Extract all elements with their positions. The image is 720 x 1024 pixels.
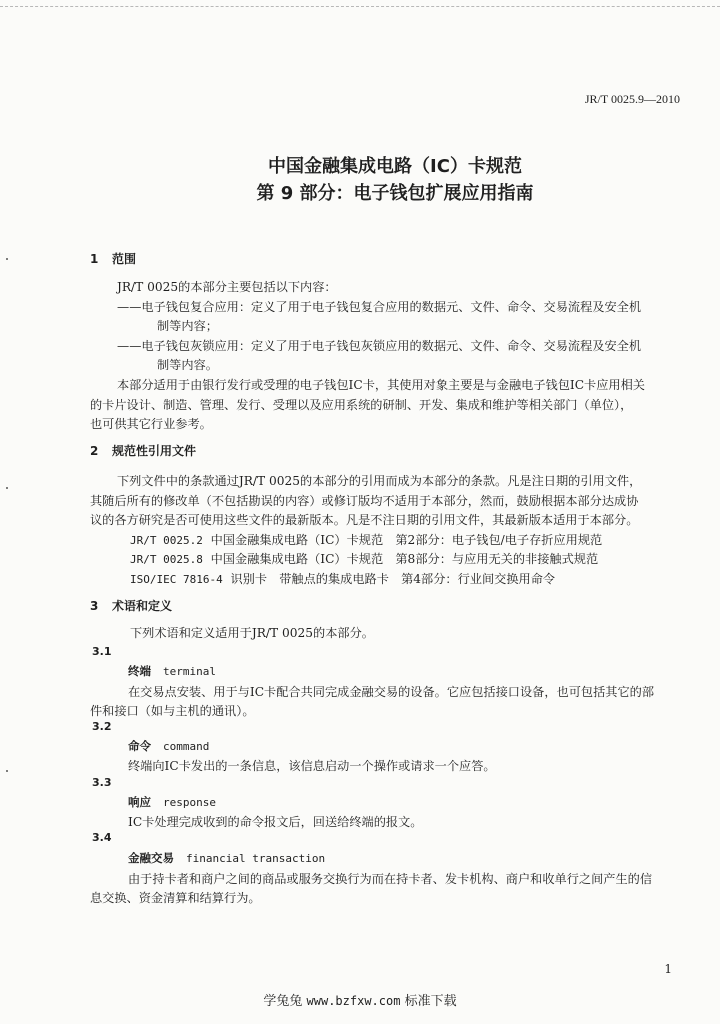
- paragraph-line: 下列术语和定义适用于JR/T 0025的本部分。: [130, 626, 374, 640]
- paragraph-line: JR/T 0025的本部分主要包括以下内容：: [117, 280, 337, 294]
- section-heading-scope: [90, 250, 136, 267]
- reference-item: [130, 531, 602, 548]
- term-definition-line: 在交易点安装、用于与IC卡配合共同完成金融交易的设备。它应包括接口设备，也可包括其它的部: [128, 685, 655, 699]
- section-title: 规范性引用文件: [112, 444, 197, 458]
- reference-item: [130, 550, 598, 567]
- term-cn: 金融交易: [128, 851, 174, 865]
- term-en: terminal: [163, 665, 216, 678]
- section-number: 1: [90, 252, 99, 266]
- term-name: [128, 663, 216, 679]
- term-definition-line: 由于持卡者和商户之间的商品或服务交换行为而在持卡者、发卡机构、商户和收单行之间产生的信: [128, 872, 653, 886]
- reference-title: 识别卡 带触点的集成电路卡 第4部分：行业间交换用命令: [230, 572, 556, 586]
- scan-speck: [6, 487, 8, 489]
- scan-speck: [6, 770, 8, 772]
- section-title: 术语和定义: [112, 599, 173, 613]
- footer-url[interactable]: www.bzfxw.com: [306, 994, 401, 1008]
- scan-top-border: [0, 6, 720, 7]
- section-title: 范围: [112, 252, 137, 266]
- paragraph-line: 下列文件中的条款通过JR/T 0025的本部分的引用而成为本部分的条款。凡是注日期的引用文件，: [117, 474, 642, 488]
- section-heading-references: [90, 442, 196, 459]
- reference-code: JR/T 0025.8: [130, 553, 203, 566]
- reference-title: 中国金融集成电路（IC）卡规范 第8部分：与应用无关的非接触式规范: [210, 552, 599, 566]
- reference-item: [130, 570, 555, 587]
- term-name: [128, 850, 325, 866]
- paragraph-line: 也可供其它行业参考。: [90, 417, 212, 431]
- section-number: 2: [90, 444, 99, 458]
- watermark-footer: [0, 990, 720, 1009]
- reference-title: 中国金融集成电路（IC）卡规范 第2部分：电子钱包/电子存折应用规范: [210, 533, 603, 547]
- paragraph-line: 本部分适用于由银行发行或受理的电子钱包IC卡，其使用对象主要是与金融电子钱包IC卡应用相关: [117, 378, 645, 392]
- term-definition-line: IC卡处理完成收到的命令报文后，回送给终端的报文。: [128, 815, 423, 829]
- list-item-line: 制等内容；: [157, 319, 218, 333]
- term-cn: 响应: [128, 795, 151, 809]
- footer-site-name: 学兔兔: [263, 994, 303, 1009]
- document-subtitle: 第 9 部分：电子钱包扩展应用指南: [256, 183, 534, 204]
- list-item-line: ——电子钱包复合应用：定义了用于电子钱包复合应用的数据元、文件、命令、交易流程及安全机: [117, 300, 642, 314]
- reference-code: ISO/IEC 7816-4: [130, 573, 223, 586]
- scan-speck: [6, 258, 8, 260]
- term-cn: 命令: [128, 739, 151, 753]
- footer-tagline: 标准下载: [404, 994, 457, 1009]
- term-number: 3.4: [92, 831, 112, 844]
- term-en: response: [163, 796, 216, 809]
- term-number: 3.2: [92, 720, 112, 733]
- standard-code: JR/T 0025.9—2010: [584, 92, 680, 106]
- list-item-line: 制等内容。: [157, 358, 218, 372]
- reference-code: JR/T 0025.2: [130, 534, 203, 547]
- term-number: 3.3: [92, 776, 112, 789]
- paragraph-line: 议的各方研究是否可使用这些文件的最新版本。凡是不注日期的引用文件，其最新版本适用于本部分。: [90, 513, 639, 527]
- term-definition-line: 件和接口（如与主机的通讯）。: [90, 704, 255, 718]
- term-name: [128, 738, 209, 754]
- term-definition-line: 息交换、资金清算和结算行为。: [90, 891, 261, 905]
- term-name: [128, 794, 216, 810]
- term-number: 3.1: [92, 645, 112, 658]
- section-number: 3: [90, 599, 99, 613]
- section-heading-terms: [90, 597, 172, 614]
- term-definition-line: 终端向IC卡发出的一条信息，该信息启动一个操作或请求一个应答。: [128, 759, 496, 773]
- term-cn: 终端: [128, 664, 151, 678]
- document-title: 中国金融集成电路（IC）卡规范: [268, 156, 522, 177]
- term-en: command: [163, 740, 210, 753]
- list-item-line: ——电子钱包灰锁应用：定义了用于电子钱包灰锁应用的数据元、文件、命令、交易流程及安全机: [117, 339, 642, 353]
- paragraph-line: 的卡片设计、制造、管理、发行、受理以及应用系统的研制、开发、集成和维护等相关部门（单位），: [90, 398, 633, 412]
- term-en: financial transaction: [186, 852, 326, 865]
- paragraph-line: 其随后所有的修改单（不包括勘误的内容）或修订版均不适用于本部分，然而，鼓励根据本部分达成协: [90, 494, 639, 508]
- page-number: 1: [664, 962, 672, 976]
